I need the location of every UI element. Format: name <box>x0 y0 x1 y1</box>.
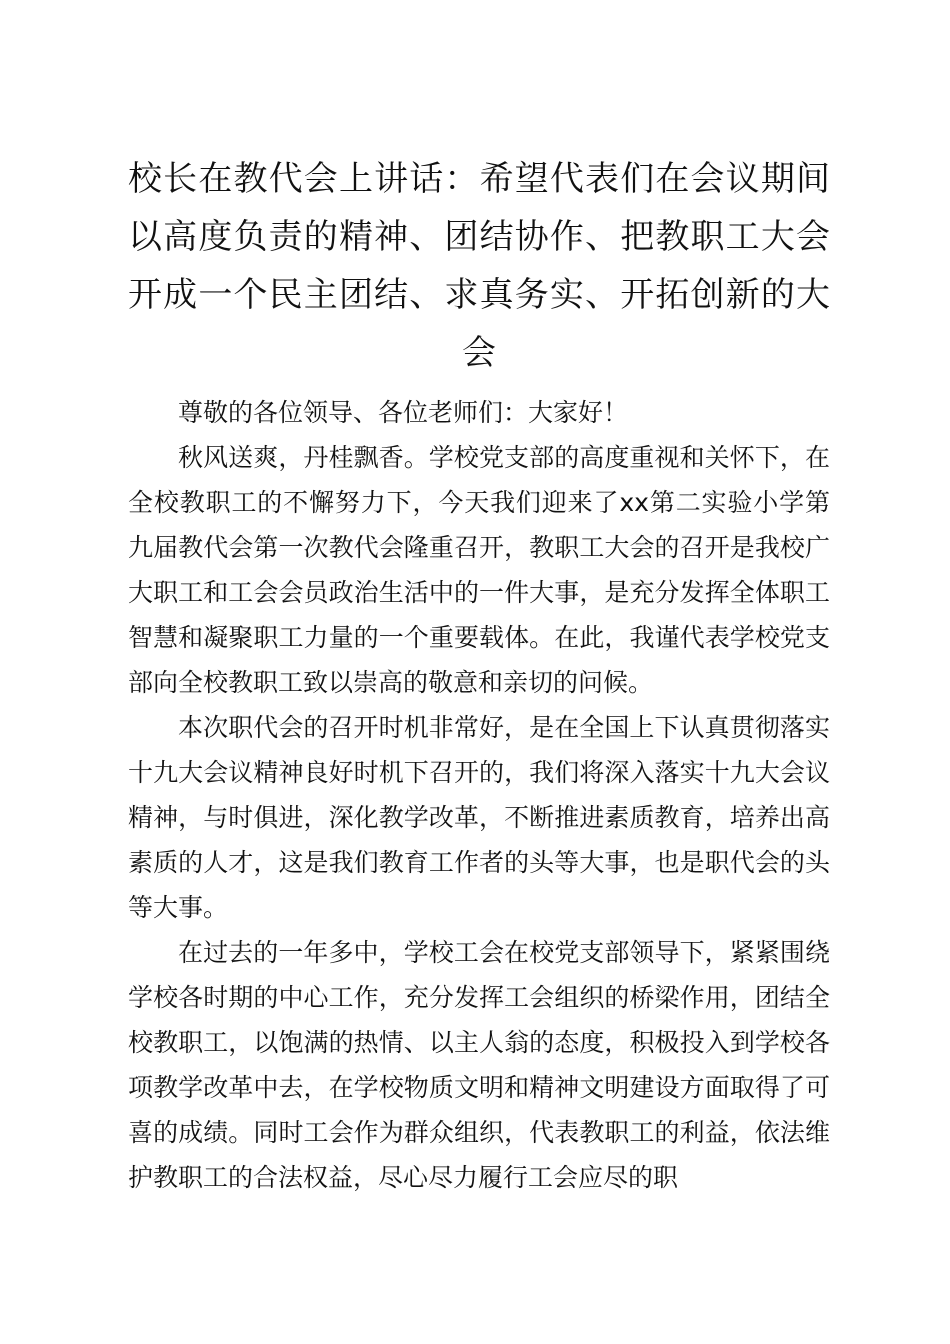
document-page <box>128 150 830 1200</box>
paragraph: 在过去的一年多中，学校工会在校党支部领导下，紧紧围绕学校各时期的中心工作，充分发挥工会组织的桥梁作用，团结全校教职工，以饱满的热情、以主人翁的态度，积极投入到学校各项教学改革中去，在学校物质文明和精神文明建设方面取得了可喜的成绩。同时工会作为群众组织，代表教职工的利益，依法维护教职工的合法权益，尽心尽力履行工会应尽的职 <box>128 938 830 1192</box>
salutation: 尊敬的各位领导、各位老师们：大家好！ <box>178 398 629 427</box>
document-title: 校长在教代会上讲话：希望代表们在会议期间以高度负责的精神、团结协作、把教职工大会开成一个民主团结、求真务实、开拓创新的大会 <box>128 159 830 373</box>
paragraph: 秋风送爽，丹桂飘香。学校党支部的高度重视和关怀下，在全校教职工的不懈努力下，今天我们迎来了xx第二实验小学第九届教代会第一次教代会隆重召开，教职工大会的召开是我校广大职工和工会会员政治生活中的一件大事，是充分发挥全体职工智慧和凝聚职工力量的一个重要载体。在此，我谨代表学校党支部向全校教职工致以崇高的敬意和亲切的问候。 <box>128 443 830 697</box>
document-body <box>128 390 830 1200</box>
paragraph: 本次职代会的召开时机非常好，是在全国上下认真贯彻落实十九大会议精神良好时机下召开的，我们将深入落实十九大会议精神，与时俱进，深化教学改革，不断推进素质教育，培养出高素质的人才，这是我们教育工作者的头等大事，也是职代会的头等大事。 <box>128 713 830 922</box>
